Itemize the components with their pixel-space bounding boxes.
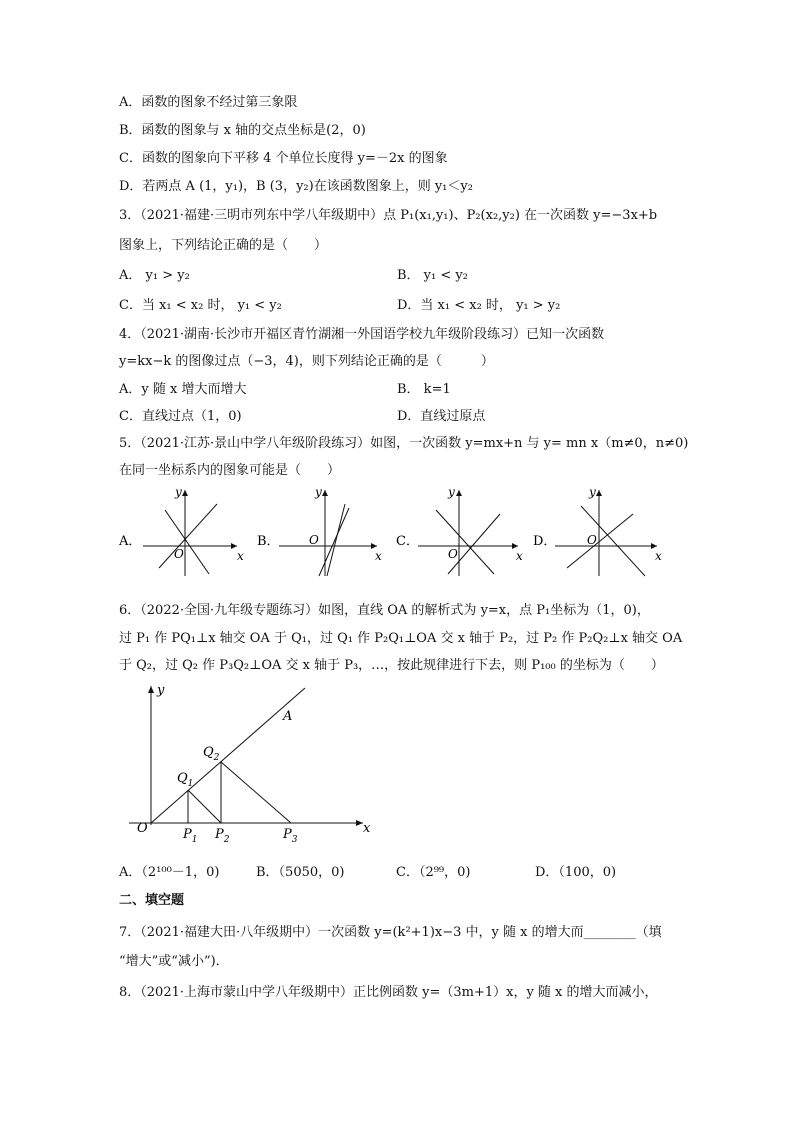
- q6-stem-line2: 过 P₁ 作 PQ₁⊥x 轴交 OA 于 Q₁，过 Q₁ 作 P₂Q₁⊥OA 交 x 轴于 P₂，过 P₂ 作 P₂Q₂⊥x 轴交 OA: [119, 631, 683, 646]
- q3-option-b: B． y₁ < y₂: [397, 268, 468, 283]
- q3-stem-line2: 图象上，下列结论正确的是（ ）: [119, 238, 328, 253]
- q5-label-b: B．: [257, 534, 280, 549]
- q5-graph-d: [533, 484, 663, 584]
- q6-option-c: C．（2⁹⁹，0): [396, 865, 471, 880]
- origin-label: O: [309, 533, 319, 547]
- section-heading-fill-in: 二、填空题: [119, 893, 185, 908]
- q4-stem-line2: y=kx−k 的图像过点（−3，4)，则下列结论正确的是（ ）: [119, 354, 494, 369]
- q6-label-q1: $Q_1$: [177, 771, 194, 789]
- q4-stem-line1: 4．（2021·湖南·长沙市开福区青竹湖湘一外国语学校九年级阶段练习）已知一次函数: [119, 327, 605, 342]
- q5-label-c: C．: [396, 534, 419, 549]
- q6-label-o: O: [137, 821, 148, 836]
- q6-option-b: B．（5050，0): [256, 865, 345, 880]
- q6-label-p2: $P_2$: [215, 827, 230, 845]
- q3-option-d: D．当 x₁ < x₂ 时， y₁ > y₂: [397, 298, 561, 313]
- q4-option-c: C．直线过点（1，0): [119, 409, 242, 424]
- q6-stem-line1: 6．（2022·全国·九年级专题练习）如图，直线 OA 的解析式为 y=x，点 P₁坐标为（1，0)，: [119, 603, 650, 618]
- q2-option-b: B．函数的图象与 x 轴的交点坐标是(2，0): [119, 123, 366, 138]
- axis-x-label: x: [655, 549, 662, 563]
- q2-option-a: A．函数的图象不经过第三象限: [119, 95, 298, 110]
- q6-label-p3: $P_3$: [283, 827, 298, 845]
- axis-x-label: x: [375, 549, 382, 563]
- q6-label-x: x: [363, 821, 371, 836]
- axis-y-label: y: [448, 485, 455, 499]
- q2-option-c: C．函数的图象向下平移 4 个单位长度得 y=－2x 的图象: [119, 151, 448, 166]
- q6-figure: [119, 680, 379, 850]
- q3-stem-line1: 3．（2021·福建·三明市列东中学八年级期中）点 P₁(x₁,y₁)、P₂(x₂,y₂) 在一次函数 y=−3x+b: [119, 208, 658, 223]
- q6-label-a: A: [283, 709, 293, 724]
- origin-label: O: [587, 533, 597, 547]
- q5-stem-line1: 5．（2021·江苏·景山中学八年级阶段练习）如图，一次函数 y=mx+n 与 y= mn x（m≠0，n≠0): [119, 436, 689, 451]
- q3-option-a: A． y₁ > y₂: [119, 268, 190, 283]
- q6-stem-line3: 于 Q₂，过 Q₂ 作 P₃Q₂⊥OA 交 x 轴于 P₃，…，按此规律进行下去，则 P₁₀₀ 的坐标为（ ）: [119, 658, 664, 673]
- origin-label: O: [448, 547, 458, 561]
- q5-label-d: D．: [533, 534, 557, 549]
- axis-x-label: x: [516, 549, 523, 563]
- q5-graph-a: [119, 484, 254, 584]
- origin-label: O: [174, 547, 184, 561]
- q6-label-y: y: [157, 683, 165, 698]
- q6-option-d: D．（100，0): [535, 865, 617, 880]
- q5-graph-b: [257, 484, 387, 584]
- q6-label-p1: $P_1$: [183, 827, 198, 845]
- q2-option-d: D．若两点 A (1，y₁)，B (3，y₂)在该函数图象上，则 y₁＜y₂: [119, 179, 473, 194]
- axis-y-label: y: [589, 485, 596, 499]
- q5-stem-line2: 在同一坐标系内的图象可能是（ ）: [119, 463, 341, 478]
- q3-option-c: C．当 x₁ < x₂ 时， y₁ < y₂: [119, 298, 282, 313]
- q5-graph-c: [396, 484, 526, 584]
- axis-y-label: y: [315, 485, 322, 499]
- q4-option-b: B． k=1: [397, 382, 451, 397]
- q7-stem-line2: “增大”或“减小”)．: [119, 954, 229, 969]
- axis-x-label: x: [237, 549, 244, 563]
- q4-option-a: A．y 随 x 增大而增大: [119, 382, 247, 397]
- axis-y-label: y: [175, 485, 182, 499]
- q7-stem-line1: 7．（2021·福建大田·八年级期中）一次函数 y=(k²+1)x−3 中，y 随 x 的增大而________（填: [119, 925, 662, 940]
- q6-label-q2: $Q_2$: [203, 745, 220, 763]
- q6-option-a: A．（2¹⁰⁰－1，0): [119, 865, 220, 880]
- q5-label-a: A．: [119, 534, 142, 549]
- q8-stem-line1: 8．（2021·上海市蒙山中学八年级期中）正比例函数 y=（3m+1）x，y 随 x 的增大而减小，: [119, 985, 658, 1000]
- q4-option-d: D．直线过原点: [397, 409, 486, 424]
